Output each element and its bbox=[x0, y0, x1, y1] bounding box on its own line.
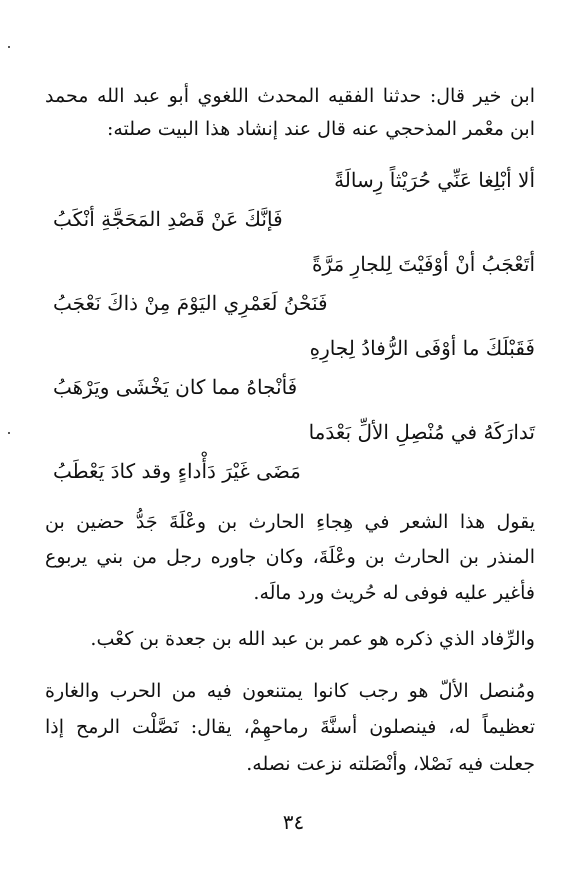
verse-hemistich-second: فَأنْجاهُ مما كان يَخْشَى ويَرْهَبُ bbox=[53, 375, 298, 399]
margin-speck bbox=[8, 46, 10, 48]
verse-hemistich-first: أتَعْجَبُ أنْ أوْفَيْتَ لِلجارِ مَرَّةً bbox=[311, 252, 535, 276]
verse-hemistich-first: فَقَبْلَكَ ما أوْفَى الرُّفادُ لِجارِهِ bbox=[309, 336, 535, 360]
verse-hemistich-second: مَضَى غَيْرَ دَأْداءٍ وقد كادَ يَعْطَبُ bbox=[53, 459, 301, 483]
paragraph-line: تعظيماً له، فينصلون أسنَّةَ رماحهِمْ، يقال: نَصَّلْت الرمح إذا bbox=[45, 716, 535, 738]
intro-line: ابن معْمر المذحجي عنه قال عند إنشاد هذا البيت صلته: bbox=[106, 118, 535, 140]
paragraph-line: ومُنصل الألّ هو رجب كانوا يمتنعون فيه من الحرب والغارة bbox=[45, 680, 535, 702]
intro-line: ابن خير قال: حدثنا الفقيه المحدث اللغوي أبو عبد الله محمد bbox=[45, 85, 535, 107]
page-number: ٣٤ bbox=[282, 810, 305, 834]
paragraph-line: يقول هذا الشعر في هِجاءِ الحارث بن وعْلَةَ جَدُّ حضين بن bbox=[45, 511, 535, 533]
margin-speck bbox=[8, 432, 10, 434]
verse-hemistich-first: ألا أبْلِغا عَنِّي حُرَيْثاً رِسالَةً bbox=[334, 168, 535, 192]
paragraph-line: جعلت فيه نَصْلا، وأنْصَلته نزعت نصله. bbox=[246, 753, 535, 775]
paragraph-line: والرِّفاد الذي ذكره هو عمر بن عبد الله بن جعدة بن كعْب. bbox=[90, 628, 535, 650]
verse-hemistich-second: فَإنَّكَ عَنْ قَصْدِ المَحَجَّةِ أنْكَبُ bbox=[53, 207, 283, 231]
paragraph-line: فأغير عليه فوفى له حُريث ورد مالَه. bbox=[253, 582, 535, 604]
paragraph-line: المنذر بن الحارث بن وعْلَةَ، وكان جاوره رجل من بني يربوع bbox=[45, 546, 535, 568]
verse-hemistich-second: فَنَحْنُ لَعَمْرِي اليَوْمَ مِنْ ذاكَ نَعْجَبُ bbox=[53, 291, 328, 315]
verse-hemistich-first: تَدارَكَهُ في مُنْصِلِ الألِّ بَعْدَما bbox=[308, 420, 535, 444]
